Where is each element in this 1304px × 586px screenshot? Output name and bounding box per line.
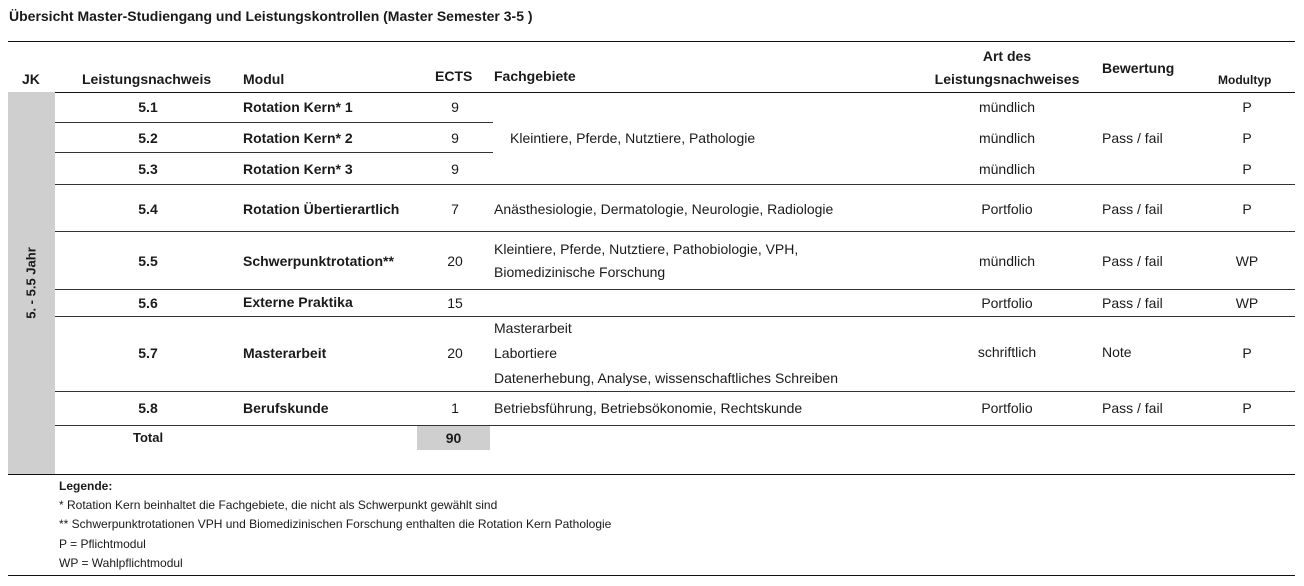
row-modul: Rotation Kern* 1: [243, 99, 353, 115]
row-modultyp: P: [1242, 130, 1252, 146]
row-divider: [55, 425, 1295, 426]
row-art: mündlich: [978, 253, 1036, 269]
row-fachgebiete: Anästhesiologie, Dermatologie, Neurologie, Radiologie: [494, 201, 834, 217]
total-value: 90: [445, 430, 462, 446]
row-divider: [55, 316, 1295, 317]
table-bottom-rule: [8, 474, 1295, 475]
row-modul: Berufskunde: [243, 400, 329, 416]
row-bewertung: Pass / fail: [1102, 201, 1163, 217]
header-rule: [8, 92, 1295, 93]
row-bewertung: Pass / fail: [1102, 400, 1163, 416]
header-ects: ECTS: [435, 68, 473, 84]
page-title: Übersicht Master-Studiengang und Leistungskontrollen (Master Semester 3-5 ): [9, 8, 533, 24]
row-ects: 20: [447, 345, 463, 361]
row-modultyp: P: [1242, 400, 1252, 416]
row-number: 5.5: [138, 253, 158, 269]
row-ects: 9: [451, 161, 459, 177]
row-modul: Rotation Übertierartlich: [243, 201, 400, 217]
row-ects: 20: [447, 253, 463, 269]
total-label: Total: [133, 430, 164, 445]
row-ects: 7: [451, 201, 459, 217]
row-fachgebiete: Kleintiere, Pferde, Nutztiere, Pathologie: [510, 130, 756, 146]
row-art: Portfolio: [981, 201, 1033, 217]
legend-line: * Rotation Kern beinhaltet die Fachgebiete, die nicht als Schwerpunkt gewählt sind: [59, 498, 498, 512]
row-number: 5.4: [138, 201, 158, 217]
row-divider: [55, 184, 1295, 185]
row-ects: 1: [451, 400, 459, 416]
header-modul: Modul: [243, 71, 285, 87]
row-fachgebiete-line2: Labortiere: [494, 345, 558, 361]
header-art-line1: Art des: [982, 48, 1032, 64]
row-modultyp: P: [1242, 201, 1252, 217]
row-art: mündlich: [978, 130, 1036, 146]
row-modultyp: WP: [1235, 295, 1259, 311]
row-divider: [55, 289, 1295, 290]
header-art-line2: Leistungsnachweises: [934, 71, 1080, 87]
row-divider: [55, 391, 1295, 392]
legend-line: ** Schwerpunktrotationen VPH und Biomedizinischen Forschung enthalten die Rotation Kern Pathologie: [59, 517, 612, 531]
row-number: 5.6: [138, 295, 158, 311]
row-art: mündlich: [978, 161, 1036, 177]
row-divider: [55, 231, 1295, 232]
row-ects: 9: [451, 99, 459, 115]
bottom-rule: [8, 575, 1295, 576]
row-modul: Rotation Kern* 3: [243, 161, 353, 177]
row-fachgebiete-line2: Biomedizinische Forschung: [494, 264, 666, 280]
row-ects: 9: [451, 130, 459, 146]
row-divider: [55, 152, 493, 153]
row-art: Portfolio: [981, 295, 1033, 311]
top-rule: [8, 41, 1295, 42]
row-fachgebiete-line1: Kleintiere, Pferde, Nutztiere, Pathobiologie, VPH,: [494, 241, 799, 257]
row-modultyp: WP: [1235, 253, 1259, 269]
row-modultyp: P: [1242, 345, 1252, 361]
row-fachgebiete: Betriebsführung, Betriebsökonomie, Rechtskunde: [494, 400, 803, 416]
row-modul: Masterarbeit: [243, 345, 327, 361]
row-bewertung: Pass / fail: [1102, 253, 1163, 269]
header-jk: JK: [22, 71, 40, 87]
row-art: Portfolio: [981, 400, 1033, 416]
row-modultyp: P: [1242, 99, 1252, 115]
row-number: 5.8: [138, 400, 158, 416]
row-number: 5.3: [138, 161, 158, 177]
row-modultyp: P: [1242, 161, 1252, 177]
header-bewertung: Bewertung: [1102, 60, 1175, 76]
legend-line: WP = Wahlpflichtmodul: [59, 556, 183, 570]
row-fachgebiete-line1: Masterarbeit: [494, 320, 572, 336]
header-modultyp: Modultyp: [1218, 73, 1272, 87]
legend-line: P = Pflichtmodul: [59, 537, 146, 551]
row-number: 5.1: [138, 99, 158, 115]
row-modul: Rotation Kern* 2: [243, 130, 353, 146]
row-bewertung: Note: [1102, 344, 1132, 360]
row-modul: Schwerpunktrotation**: [243, 253, 394, 269]
row-number: 5.7: [138, 345, 158, 361]
jk-year-label: 5. - 5.5 Jahr: [23, 247, 39, 319]
row-number: 5.2: [138, 130, 158, 146]
row-modul: Externe Praktika: [243, 294, 353, 310]
row-divider: [55, 122, 493, 123]
header-fachgebiete: Fachgebiete: [494, 68, 576, 84]
row-bewertung: Pass / fail: [1102, 130, 1163, 146]
row-bewertung: Pass / fail: [1102, 295, 1163, 311]
legend-title: Legende:: [59, 479, 113, 493]
row-art: mündlich: [978, 99, 1036, 115]
row-ects: 15: [447, 295, 463, 311]
row-art: schriftlich: [977, 344, 1037, 360]
row-fachgebiete-line3: Datenerhebung, Analyse, wissenschaftliches Schreiben: [494, 370, 838, 386]
header-leistungsnachweis: Leistungsnachweis: [82, 71, 212, 87]
